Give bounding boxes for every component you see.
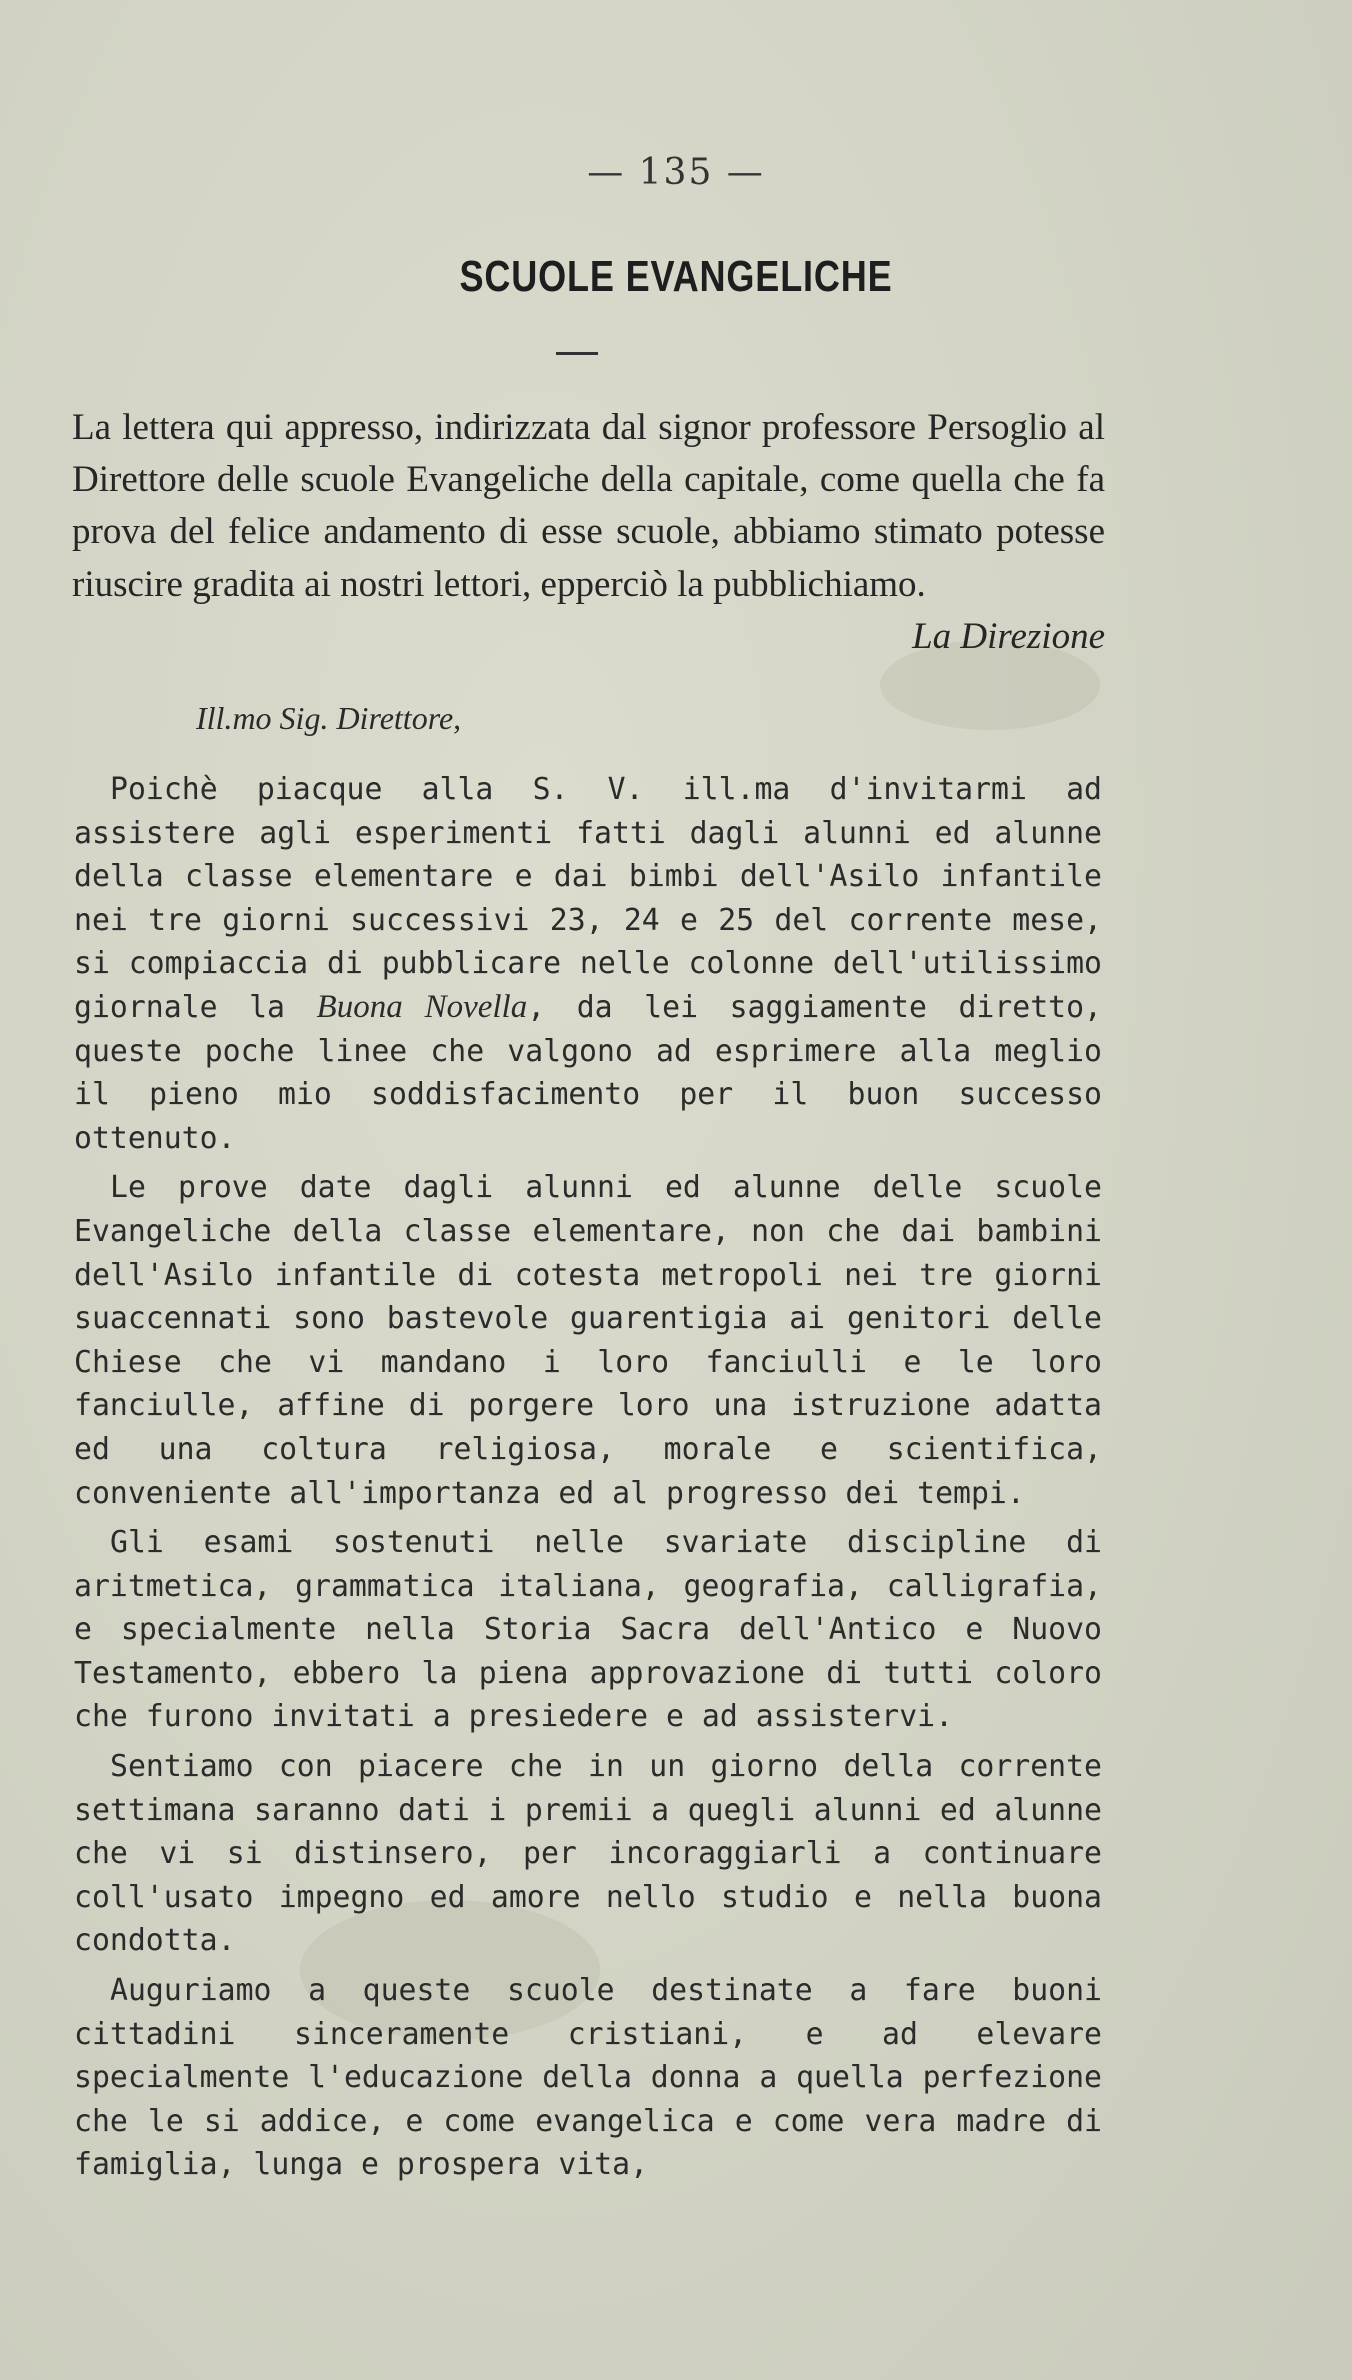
intro-text: La lettera qui appresso, indirizzata dal signor professore Persoglio al Direttore delle scuole Evangeliche della capitale, come quella che fa prova del felice andamento di esse scuole, abbiamo stimato potesse riuscire gradita ai nostri lettori, epperciò la pubblichiamo. [72,407,1105,605]
letter-body [74,768,1102,2187]
letter-paragraph-3: Gli esami sostenuti nelle svariate discipline di aritmetica, grammatica italiana, geografia, calligrafia, e specialmente nella Storia Sacra dell'Antico e Nuovo Testamento, ebbero la piena approvazione di tutti coloro che furono invitati a presiedere e ad assistervi. [74,1525,1102,1735]
paragraph-1-text-a: Poichè piacque alla S. V. ill.ma d'invitarmi ad assistere agli esperimenti fatti dagli alunni ed alunne della classe elementare e dai bimbi dell'Asilo infantile nei tre giorni successivi 23, 24 e 25 del corrente mese, si compiaccia di pubblicare nelle colonne dell'utilissimo giornale la [74,772,1102,1025]
intro-signature: La Direzione [912,615,1105,657]
letter-paragraph-1 [74,768,1102,1160]
journal-name: Buona Novella [316,988,528,1025]
intro-paragraph [72,402,1105,663]
letter-salutation: Ill.mo Sig. Direttore, [196,700,462,736]
section-title: SCUOLE EVANGELICHE [459,252,893,301]
paragraph-1-text-b: , da lei saggiamente diretto, queste poche linee che valgono ad esprimere alla meglio il pieno mio soddisfacimento per il buon successo ottenuto. [74,989,1102,1156]
letter-paragraph-2: Le prove date dagli alunni ed alunne delle scuole Evangeliche della classe elementare, non che dai bambini dell'Asilo infantile di cotesta metropoli nei tre giorni suaccennati sono bastevole guarentigia ai genitori delle Chiese che vi mandano i loro fanciulli e le loro fanciulle, affine di porgere loro una istruzione adatta ed una coltura religiosa, morale e scientifica, conveniente all'importanza ed al progresso dei tempi. [74,1170,1102,1511]
letter-paragraph-4: Sentiamo con piacere che in un giorno della corrente settimana saranno dati i premii a quegli alunni ed alunne che vi si distinsero, per incoraggiarli a continuare coll'usato impegno ed amore nello studio e nella buona condotta. [74,1749,1102,1959]
title-divider [556,352,598,355]
page-number: — 135 — [587,152,765,193]
letter-paragraph-5: Auguriamo a queste scuole destinate a fare buoni cittadini sinceramente cristiani, e ad elevare specialmente l'educazione della donna a quella perfezione che le si addice, e come evangelica e come vera madre di famiglia, lunga e prospera vita, [74,1973,1102,2183]
